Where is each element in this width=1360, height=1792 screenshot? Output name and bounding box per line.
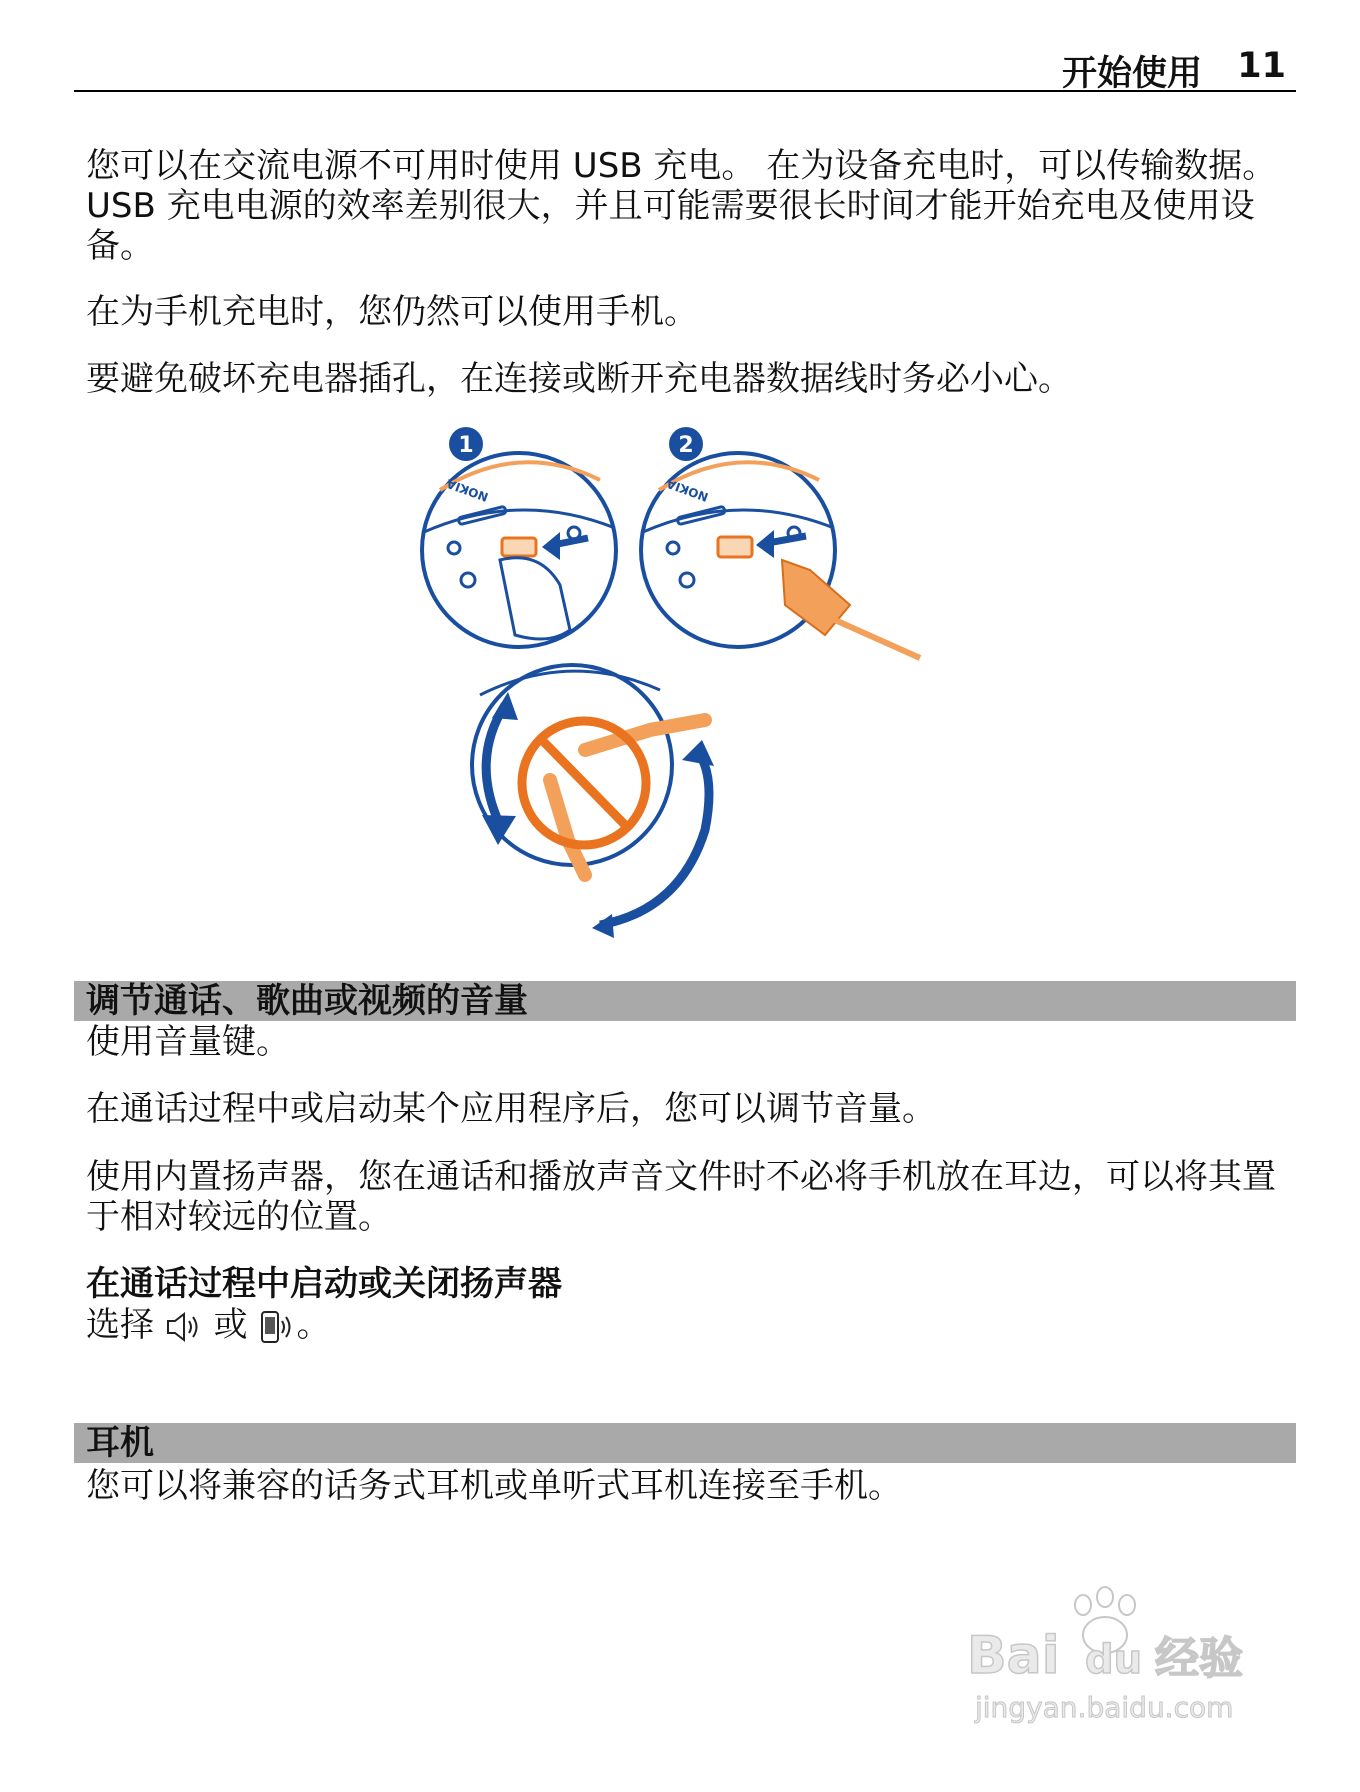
section-title-volume: 调节通话、歌曲或视频的音量 — [86, 981, 528, 1021]
select-icons-line — [86, 1305, 1286, 1345]
usb-port-cover — [502, 538, 536, 556]
brand-label-2: NOKIA — [664, 476, 711, 505]
section-header-headset — [74, 1423, 1296, 1463]
page-number: 11 — [1237, 46, 1286, 86]
paragraph-headset: 您可以将兼容的话务式耳机或单听式耳机连接至手机。 — [86, 1466, 902, 1506]
step-2-label: 2 — [678, 433, 694, 458]
step-1-label: 1 — [458, 433, 474, 458]
speaker-icon[interactable] — [165, 1309, 203, 1345]
paragraph-adjust-volume: 在通话过程中或启动某个应用程序后，您可以调节音量。 — [86, 1089, 936, 1129]
watermark-url: jingyan.baidu.com — [975, 1691, 1234, 1724]
watermark-product: 经验 — [1155, 1633, 1243, 1684]
paragraph-avoid-damage: 要避免破坏充电器插孔，在连接或断开充电器数据线时务必小心。 — [86, 359, 1072, 399]
select-prefix: 选择 — [86, 1305, 154, 1345]
baidu-jingyan-watermark — [955, 1585, 1275, 1735]
chapter-title: 开始使用 — [1061, 54, 1202, 94]
charging-illustration — [410, 420, 970, 950]
watermark-brand-bai: Bai — [967, 1626, 1060, 1686]
paragraph-use-while-charging: 在为手机充电时，您仍然可以使用手机。 — [86, 292, 698, 332]
brand-label-1: NOKIA — [444, 476, 491, 505]
paragraph-usb-charge: 您可以在交流电源不可用时使用 USB 充电。 在为设备充电时，可以传输数据。 USB 充电电源的效率差别很大，并且可能需要很长时间才能开始充电及使用设备。 — [86, 146, 1277, 266]
page-header — [74, 44, 1296, 92]
section-title-headset: 耳机 — [86, 1423, 154, 1463]
handset-icon[interactable] — [258, 1309, 296, 1345]
select-or: 或 — [213, 1305, 248, 1345]
watermark-brand-du: du — [1085, 1637, 1143, 1683]
paragraph-loudspeaker: 使用内置扬声器，您在通话和播放声音文件时不必将手机放在耳边，可以将其置于相对较远的位置。 — [86, 1157, 1276, 1237]
subheading-loudspeaker-toggle: 在通话过程中启动或关闭扬声器 — [86, 1264, 562, 1304]
section-header-volume — [74, 981, 1296, 1021]
paragraph-volume-keys: 使用音量键。 — [86, 1022, 290, 1062]
select-suffix: 。 — [296, 1305, 331, 1345]
